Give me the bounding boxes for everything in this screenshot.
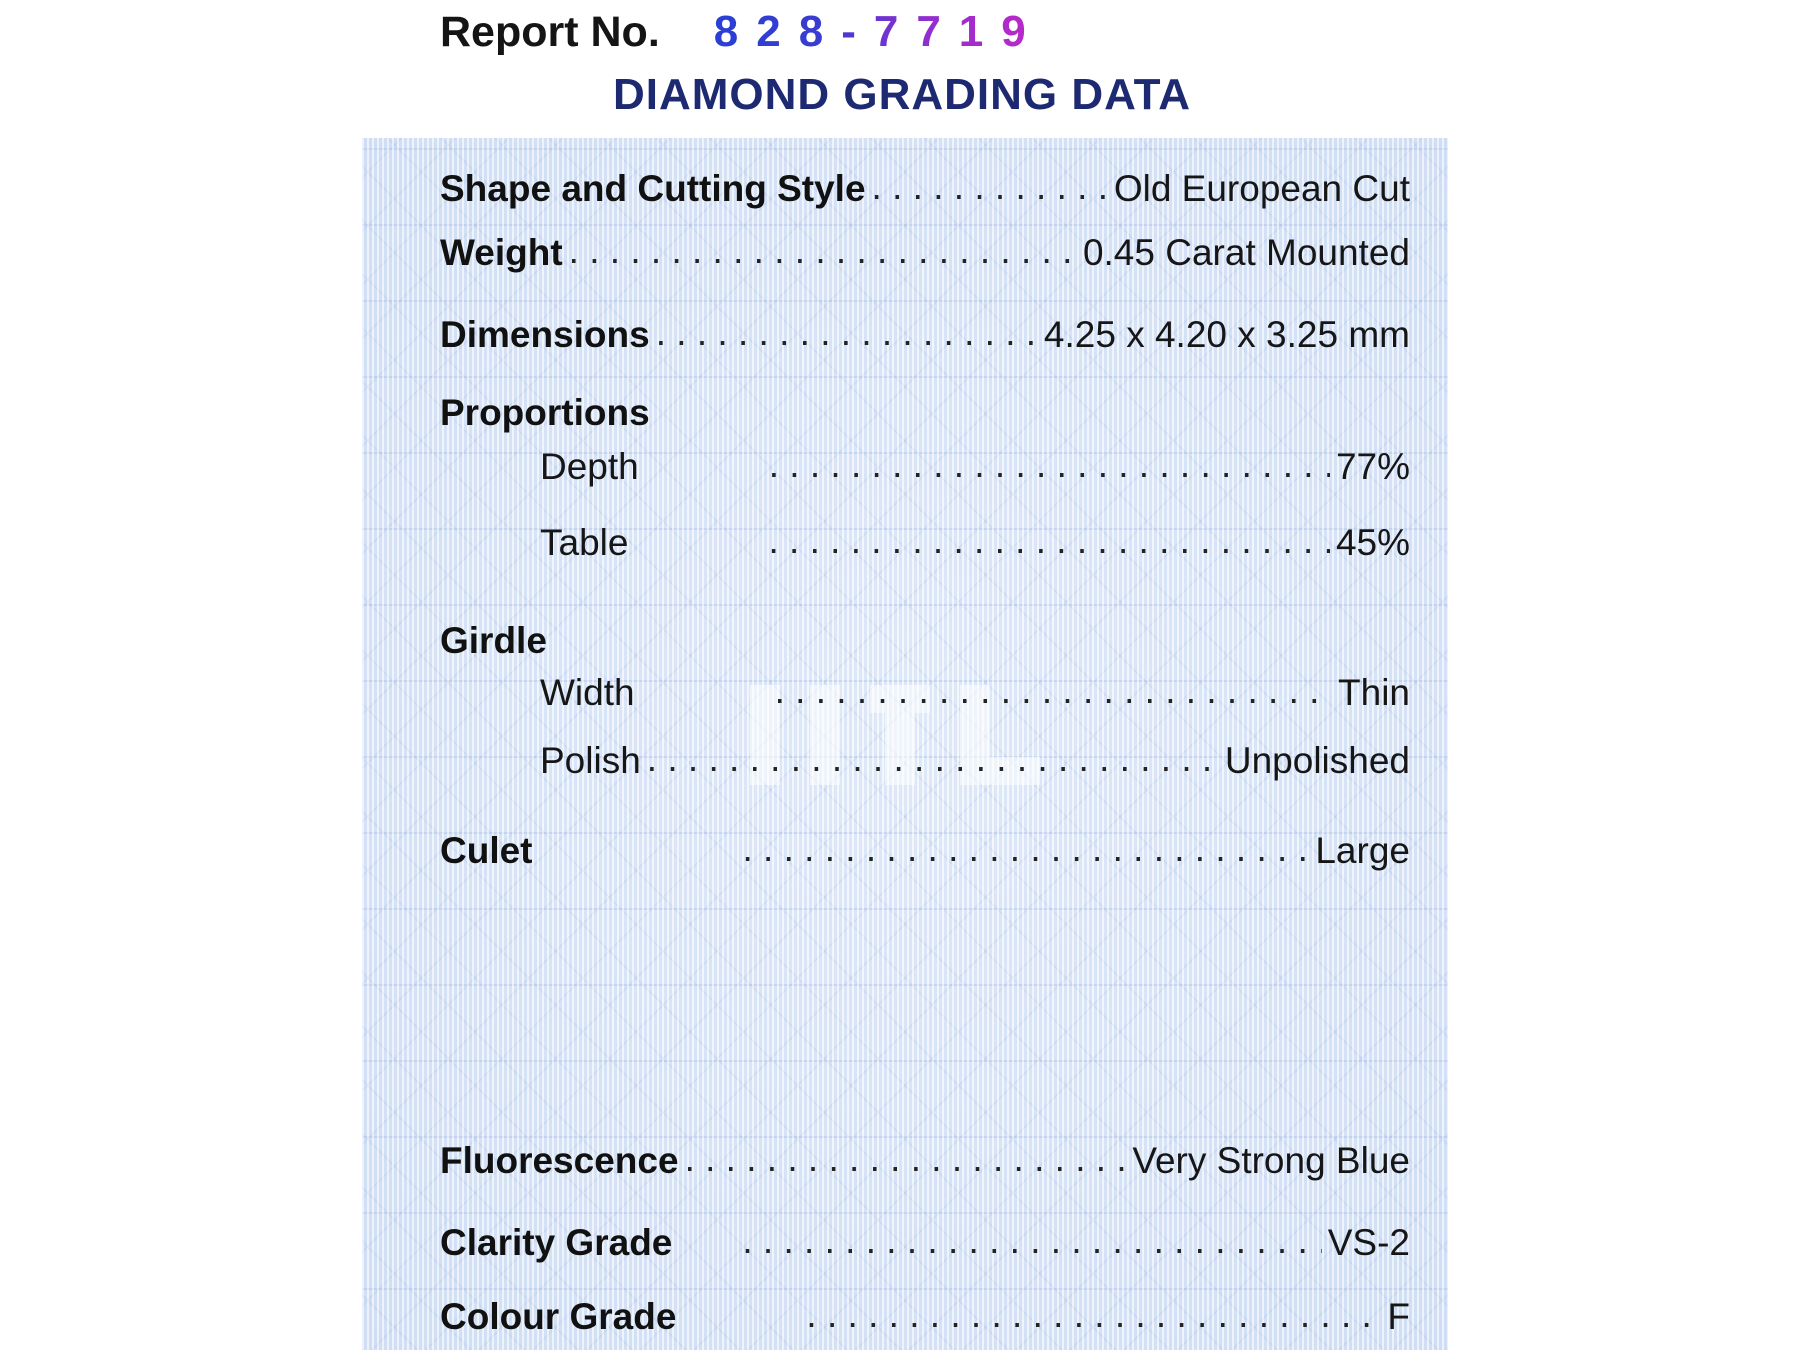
dot-leader bbox=[775, 670, 1332, 712]
field-girdle-polish bbox=[440, 740, 1410, 782]
dot-leader bbox=[647, 738, 1219, 780]
page-title bbox=[0, 70, 1800, 120]
field-girdle-polish-value: Unpolished bbox=[1224, 740, 1410, 781]
dot-leader bbox=[872, 166, 1108, 208]
field-colour-label: Colour Grade bbox=[440, 1296, 677, 1337]
field-fluorescence-value: Very Strong Blue bbox=[1132, 1140, 1410, 1181]
field-girdle-width-value: Thin bbox=[1338, 672, 1410, 713]
field-girdle-polish-label: Polish bbox=[540, 740, 641, 781]
field-weight bbox=[440, 232, 1410, 274]
section-girdle: Girdle bbox=[440, 620, 547, 661]
field-depth bbox=[440, 446, 1410, 488]
field-depth-value: 77% bbox=[1335, 446, 1410, 487]
field-clarity bbox=[440, 1222, 1410, 1264]
field-shape bbox=[440, 168, 1410, 210]
field-dimensions bbox=[440, 314, 1410, 356]
dot-leader bbox=[685, 1138, 1127, 1180]
field-fluorescence-label: Fluorescence bbox=[440, 1140, 679, 1181]
dot-leader bbox=[656, 312, 1038, 354]
field-shape-value: Old European Cut bbox=[1113, 168, 1410, 209]
field-table-value: 45% bbox=[1335, 522, 1410, 563]
dot-leader bbox=[806, 1294, 1381, 1336]
section-proportions: Proportions bbox=[440, 392, 650, 433]
dot-leader bbox=[769, 444, 1330, 486]
field-table-label: Table bbox=[540, 522, 629, 563]
page-title-text: DIAMOND GRADING DATA bbox=[612, 70, 1192, 119]
field-fluorescence bbox=[440, 1140, 1410, 1182]
report-number-value: 828-7719 bbox=[713, 7, 1044, 56]
field-colour bbox=[440, 1296, 1410, 1338]
dot-leader bbox=[742, 1220, 1321, 1262]
field-weight-label: Weight bbox=[440, 232, 563, 273]
field-clarity-label: Clarity Grade bbox=[440, 1222, 673, 1263]
field-weight-value: 0.45 Carat Mounted bbox=[1082, 232, 1410, 273]
field-shape-label: Shape and Cutting Style bbox=[440, 168, 866, 209]
dot-leader bbox=[743, 828, 1310, 870]
field-dimensions-value: 4.25 x 4.20 x 3.25 mm bbox=[1043, 314, 1410, 355]
report-number-row bbox=[440, 2, 1044, 62]
dot-leader bbox=[768, 520, 1329, 562]
dot-leader bbox=[569, 230, 1077, 272]
field-girdle-width bbox=[440, 672, 1410, 714]
field-culet-label: Culet bbox=[440, 830, 533, 871]
field-girdle-width-label: Width bbox=[540, 672, 635, 713]
report-number-label: Report No. bbox=[440, 7, 660, 56]
field-culet bbox=[440, 830, 1410, 872]
field-depth-label: Depth bbox=[540, 446, 639, 487]
field-culet-value: Large bbox=[1315, 830, 1410, 871]
field-table bbox=[440, 522, 1410, 564]
field-dimensions-label: Dimensions bbox=[440, 314, 650, 355]
field-clarity-value: VS-2 bbox=[1327, 1222, 1410, 1263]
field-colour-value: F bbox=[1387, 1296, 1410, 1337]
